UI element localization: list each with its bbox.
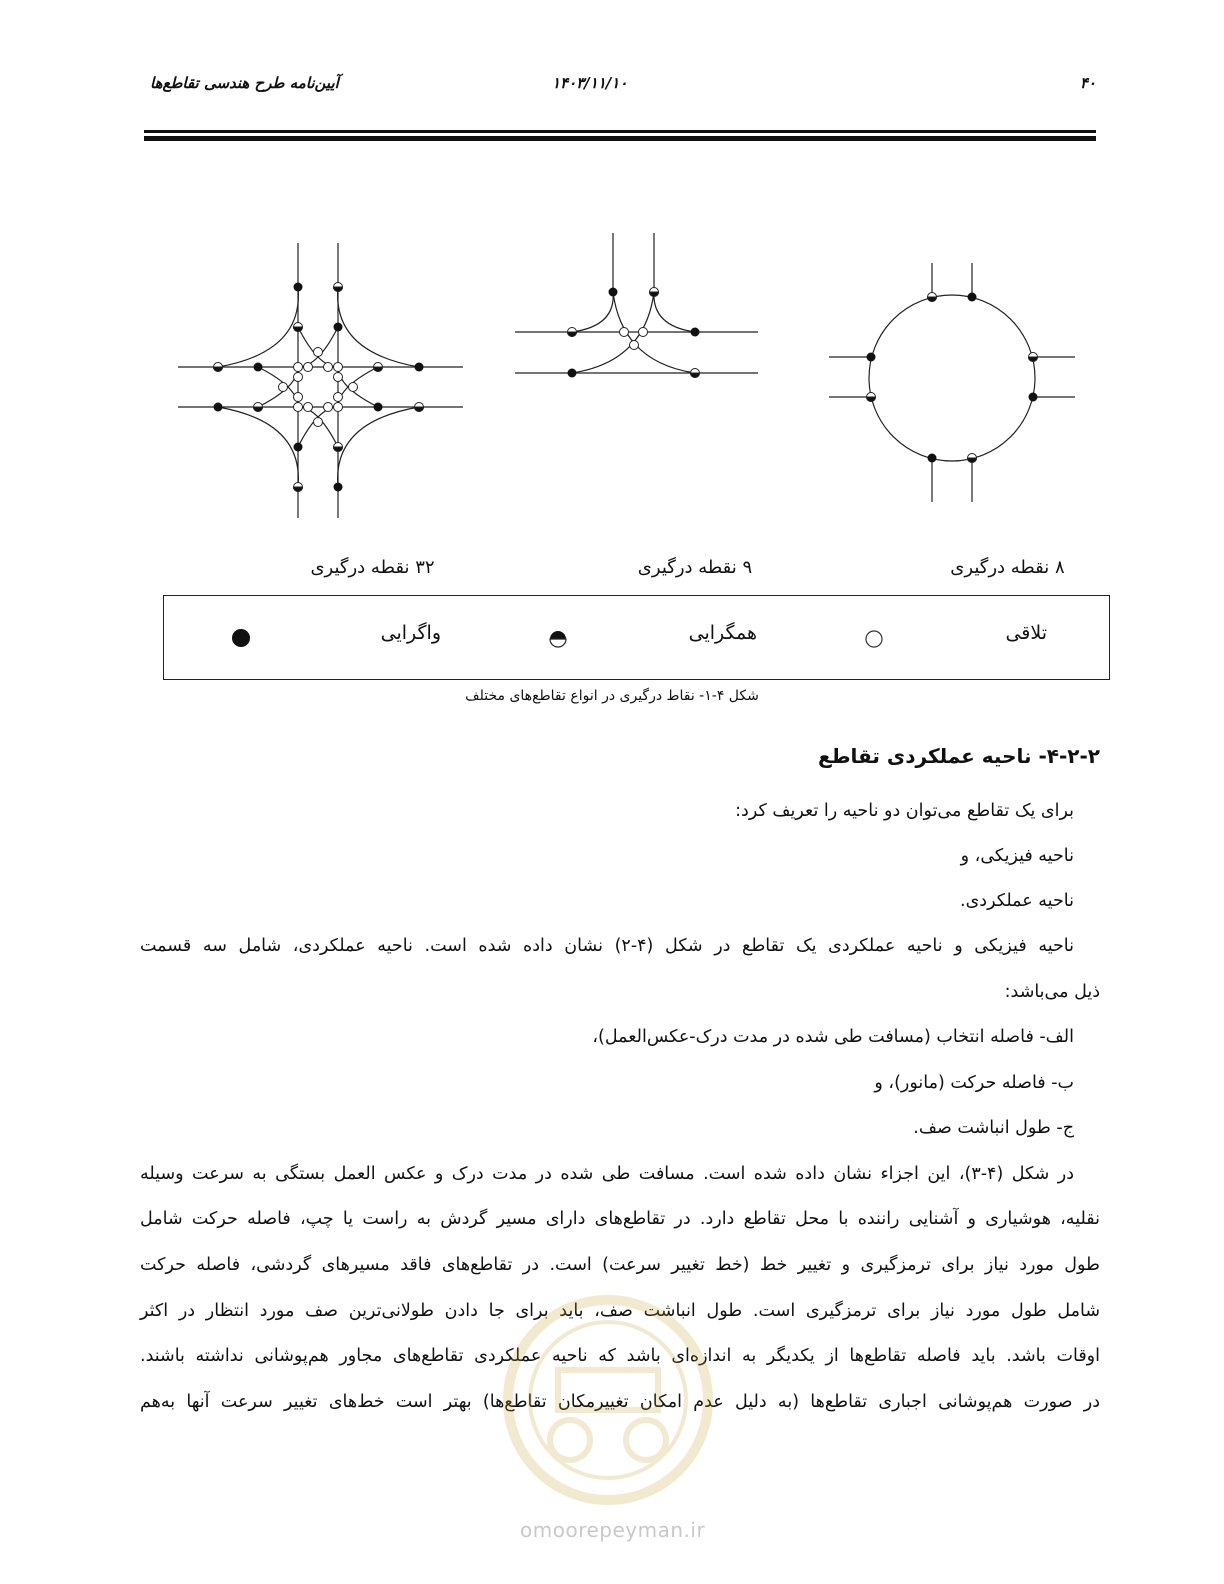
roundabout-conflict-diagram	[825, 258, 1080, 508]
legend-diverging-icon	[230, 627, 252, 649]
paragraph-line: طول مورد نیاز برای ترمزگیری و تغییر خط (خط تغییر سرعت) است. در تقاطع‌های فاقد مسیرهای گردشی، فاصله حرکت	[140, 1255, 1100, 1275]
paragraph-line: نقلیه، هوشیاری و آشنایی راننده با محل تقاطع دارد. در تقاطع‌های دارای مسیر گردش به راست یا چپ، فاصله حرکت شامل	[140, 1209, 1100, 1229]
figure-caption: شکل ۴-۱- نقاط درگیری در انواع تقاطع‌های مختلف	[465, 688, 759, 704]
header-rule-thin	[144, 130, 1096, 133]
paragraph-line: شامل طول مورد نیاز برای ترمزگیری است. طول انباشت صف، باید برای جا دادن طولانی‌ترین صف مورد انتظار در اکثر	[140, 1301, 1100, 1321]
paragraph-line: در صورت هم‌پوشانی اجباری تقاطع‌ها (به دلیل عدم امکان تغییرمکان تقاطع‌ها) بهتر است خط‌های تغییر سرعت آنها به‌هم	[140, 1392, 1100, 1412]
paragraph-line: در شکل (۴-۳)، این اجزاء نشان داده شده است. مسافت طی شده در مدت درک و عکس العمل بستگی به سرعت وسیله	[140, 1164, 1075, 1184]
legend-label-merging: همگرایی	[688, 622, 757, 644]
paragraph-line: ناحیه فیزیکی و ناحیه عملکردی یک تقاطع در شکل (۴-۲) نشان داده شده است. ناحیه عملکردی، شامل سه قسمت	[140, 936, 1074, 956]
list-item: ناحیه فیزیکی، و	[960, 846, 1074, 866]
paragraph-line: ذیل می‌باشد:	[1004, 982, 1100, 1002]
caption-roundabout: ۸ نقطه درگیری	[950, 557, 1065, 578]
paragraph-line: اوقات باشد. باید فاصله تقاطع‌ها از یکدیگر به اندازه‌ای باشد که ناحیه عملکردی تقاطع‌های مجاور هم‌پوشانی نداشته باشند.	[140, 1346, 1100, 1366]
header-date: ۱۴۰۳/۱۱/۱۰	[552, 74, 628, 92]
legend-merging-icon	[548, 629, 568, 649]
list-item: ج- طول انباشت صف.	[913, 1118, 1074, 1138]
legend-crossing-icon	[864, 629, 884, 649]
caption-t-junction: ۹ نقطه درگیری	[637, 557, 753, 578]
paragraph-line: برای یک تقاطع می‌توان دو ناحیه را تعریف کرد:	[735, 801, 1074, 821]
caption-crossroad: ۳۲ نقطه درگیری	[310, 557, 435, 578]
header-doc-title: آیین‌نامه طرح هندسی تقاطع‌ها	[150, 74, 339, 92]
section-title: ۴-۲-۲- ناحیه عملکردی تقاطع	[818, 744, 1100, 768]
page-number: ۴۰	[1079, 74, 1096, 92]
conflict-legend	[163, 595, 1110, 680]
legend-label-crossing: تلاقی	[1005, 622, 1047, 644]
header-rule-thick	[144, 136, 1096, 141]
list-item: ناحیه عملکردی.	[960, 891, 1074, 911]
t-junction-conflict-diagram	[510, 228, 765, 388]
list-item: ب- فاصله حرکت (مانور)، و	[874, 1073, 1074, 1093]
watermark-url: omoorepeyman.ir	[520, 1518, 706, 1542]
list-item: الف- فاصله انتخاب (مسافت طی شده در مدت درک-عکس‌العمل)،	[592, 1027, 1074, 1047]
crossroad-conflict-diagram	[170, 235, 470, 525]
legend-label-diverging: واگرایی	[380, 622, 441, 644]
